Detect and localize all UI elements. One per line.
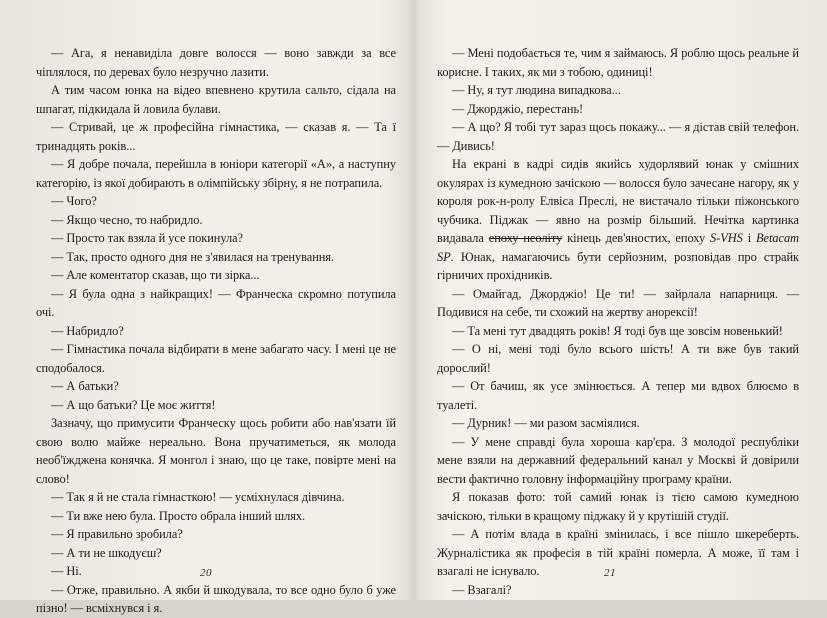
paragraph: — Так я й не стала гімнасткою! — усміхнулася дівчина. bbox=[51, 490, 345, 504]
page-number-right: 21 bbox=[604, 567, 616, 579]
paragraph: — Ага, я ненавиділа довге волосся — воно завжди за все чіплялося, по деревах було незручно лазити. bbox=[36, 46, 396, 79]
paragraph: — Дурник! — ми разом засміялися. bbox=[452, 416, 640, 430]
paragraph: — Просто так взяла й усе покинула? bbox=[51, 231, 244, 245]
right-page bbox=[437, 44, 799, 599]
paragraph: Зазначу, що примусити Франческу щось робити або нав'язати їй свою волю майже нереально. Вона пручатиметься, як молода необ'їжджена конячка. Я монгол і знаю, що це таке, повірте мені на слово! bbox=[36, 416, 396, 486]
paragraph: — А ти не шкодуєш? bbox=[51, 545, 162, 560]
paragraph: — Джорджіо, перестань! bbox=[452, 101, 584, 116]
paragraph: На екрані в кадрі сидів якийсь худорлявий юнак у смішних окулярах із кумедною зачіскою — волосся було зачесане нагору, як у короля рок-н-ролу Елвіса Преслі, не вистачало тільки піжонського чубчика. Піджак — явно на розмір більший. Нечітка картинка видавала епоху неоліту кінець дев'яностих, епоху S-VHS і Betacam SP. Юнак, намагаючись бути серйозним, розповідав про страйк гірничих прохідників. bbox=[437, 157, 799, 282]
paragraph: — А батьки? bbox=[51, 379, 119, 393]
paragraph: — Я правильно зробила? bbox=[51, 527, 183, 541]
paragraph: — Омайгад, Джорджіо! Це ти! — зайрлала напарниця. — Подивися на себе, ти схожий на жертву анорексії! bbox=[437, 286, 799, 319]
paragraph: — А що батьки? Це моє життя! bbox=[51, 397, 216, 412]
paragraph: — Я добре почала, перейшла в юніори категорії «А», а наступну категорію, із якої добирають в олімпійську збірну, я не потрапила. bbox=[36, 157, 396, 190]
paragraph: — Та мені тут двадцять років! Я тоді був ще зовсім новенький! bbox=[452, 323, 783, 338]
page-number-left: 20 bbox=[200, 567, 212, 579]
paragraph: — Ну, я тут людина випадкова... bbox=[452, 83, 621, 97]
paragraph: — Отже, правильно. А якби й шкодувала, то все одно було б уже пізно! — всміхнувся і я. bbox=[36, 582, 396, 615]
paragraph: — Я була одна з найкращих! — Франческа скромно потупила очі. bbox=[36, 286, 396, 319]
paragraph: — От бачиш, як усе змінюється. А тепер ми вдвох блюємо в туалеті. bbox=[437, 379, 799, 412]
paragraph: — А що? Я тобі тут зараз щось покажу... — я дістав свій телефон. — Дивись! bbox=[437, 120, 799, 153]
paragraph: — Так, просто одного дня не з'явилася на тренування. bbox=[51, 249, 335, 264]
paragraph: — А потім влада в країні змінилась, і все пішло шкереберть. Журналістика як професія в тій країні померла. А може, її там і взагалі не існувало. bbox=[437, 527, 799, 578]
paragraph: А тим часом юнка на відео впевнено крутила сальто, сідала на шпагат, підкидала й ловила булави. bbox=[36, 83, 396, 116]
paragraph: — Мені подобається те, чим я займаюсь. Я роблю щось реальне й корисне. І таких, як ми з тобою, одиниці! bbox=[437, 46, 799, 79]
paragraph: — О ні, мені тоді було всього шість! А ти вже був такий дорослий! bbox=[437, 342, 799, 375]
paragraph: Я показав фото: той самий юнак із тією самою кумедною зачіскою, тільки в кращому піджаку й у крутішій студії. bbox=[437, 490, 799, 523]
paragraph: — Якщо чесно, то набридло. bbox=[51, 212, 203, 227]
paragraph: — Ти вже нею була. Просто обрала інший шлях. bbox=[51, 508, 306, 523]
paragraph: — Але коментатор сказав, що ти зірка... bbox=[51, 268, 260, 282]
paragraph: — Взагалі? bbox=[452, 582, 512, 597]
paragraph: — Набридло? bbox=[51, 323, 124, 338]
left-page bbox=[36, 44, 396, 618]
paragraph: — Ні. bbox=[51, 564, 82, 578]
paragraph: — Чого? bbox=[51, 194, 97, 208]
paragraph: — У мене справді була хороша кар'єра. З молодої республіки мене взяли на державний федеральний канал у Москві й довірили вести фактично головну інформаційну програму країни. bbox=[437, 434, 799, 486]
paragraph: — Гімнастика почала відбирати в мене забагато часу. І мені це не сподобалося. bbox=[36, 342, 396, 375]
paragraph: — Стривай, це ж професійна гімнастика, — сказав я. — Та ї тринадцять років... bbox=[36, 120, 396, 153]
